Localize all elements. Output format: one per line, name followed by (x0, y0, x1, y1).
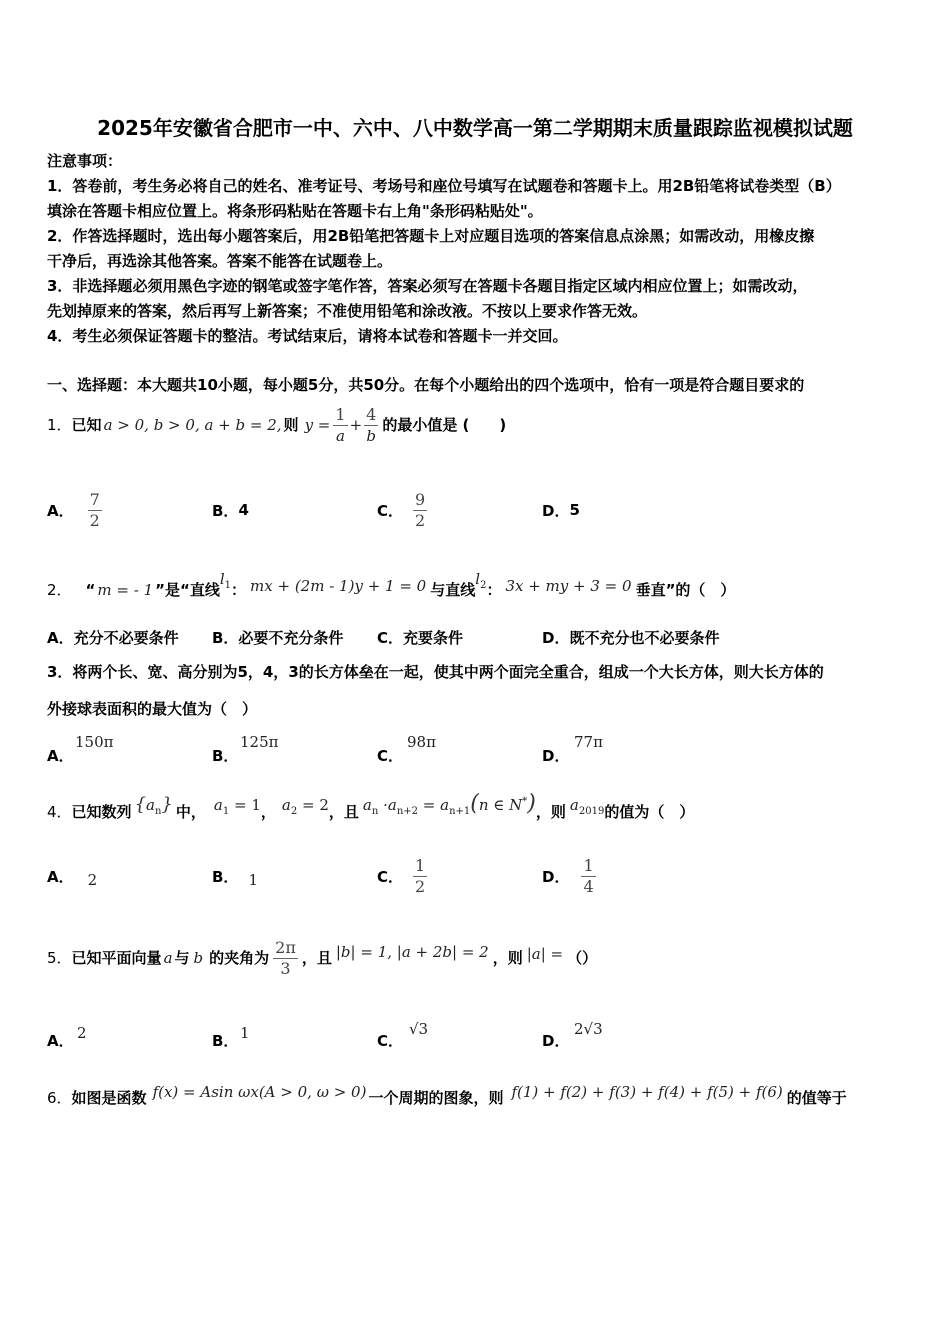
q5-target: |a| = (526, 944, 564, 963)
question-number: 5． (47, 948, 72, 967)
q4-pre: 已知数列 (71, 802, 132, 821)
option-b[interactable]: B． 1 (212, 867, 258, 889)
notice-line: 1．答卷前，考生务必将自己的姓名、准考证号、考场号和座位号填写在试题卷和答题卡上。用2B铅笔将试卷类型（B） (47, 177, 841, 195)
question-number: 6． (47, 1088, 72, 1107)
exam-page: 2025年安徽省合肥市一中、六中、八中数学高一第二学期期末质量跟踪监视模拟试题 注意事项： 1．答卷前，考生务必将自己的姓名、准考证号、考场号和座位号填写在试题卷和答题卡上。用2B铅笔将试卷类型（B） 填涂在答题卡相应位置上。将条形码粘贴在答题卡右上角"条形码粘贴处"。 2．作答选择题时，选出每小题答案后，用2B铅笔把答题卡上对应题目选项的答案信息点涂黑；如需改动，用橡皮擦 干净后，再选涂其他答案。答案不能答在试题卷上。 3．非选择题必须用黑色字迹的钢笔或签字笔作答，答案必须写在答题卡各题目指定区域内相应位置上；如需改动， 先划掉原来的答案，然后再写上新答案；不准使用铅笔和涂改液。不按以上要求作答无效。 4．考生必须保证答题卡的整洁。考试结束后，请将本试卷和答题卡一并交回。 一、选择题：本大题共10小题，每小题5分，共50分。在每个小题给出的四个选项中，恰有一项是符合题目要求的 1． 已知 a > 0, b > 0, a + b = 2, 则 y = $\frac{1}{a}$ + $\frac{4}{b}$ 的最小值是 ( ) A． $\frac{7}{2}$ B． 4 C． $\frac{9}{2}$ D． 5 2． “ m = - 1 ” 是“直线 $l_1$ ： mx + (2m - 1)y + 1 = 0 与直线 $l_2$ ： 3x + my + 3 = 0 垂直”的（ ） A．充分不必要条件 B．必要不充分条件 C．充要条件 D．既不充分也不必要条件 3．将两个长、宽、高分别为5，4，3的长方体垒在一起，使其中两个面完全重合，组成一个大长方体，则大长方体的 外接球表面积的最大值为（ ） A． 150π B． 125π C． 98π D． 77π 4． 已知数列 $\{a_n\}$ 中， $a_1 = 1$ ， $a_2 = 2$ ，且 $a_n \cdot a_{n+2} = a_{n+1}(n$ ∈ N*) ，则 $a_{2019}$ 的值为（ ） A． 2 B． 1 C． $\frac{1}{2}$ D． $\frac{1}{4}$ 5． 已知平面向量 a 与 b 的夹角为 $\frac{2\pi}{3}$ ，且 |b| = 1, |a + 2b| = 2 ，则 |a| = （） A． 2 B． 1 C． √3 D． 2√3 6． 如图是函数 f(x) = Asin ωx(A > 0, ω > 0) 一个周期的图象，则 f(1) + f(2) + f(3) + f(4) + f(5) + f(6) 的值等于 (0, 0, 950, 1344)
option-c[interactable]: C． $\frac{9}{2}$ (377, 489, 426, 530)
notice-line: 先划掉原来的答案，然后再写上新答案；不准使用铅笔和涂改液。不按以上要求作答无效。 (47, 302, 648, 320)
q6-function: f(x) = Asin ωx(A > 0, ω > 0) (152, 1082, 367, 1101)
option-c[interactable]: C． $\frac{1}{2}$ (377, 855, 426, 896)
q6-sum: f(1) + f(2) + f(3) + f(4) + f(5) + f(6) (511, 1082, 783, 1101)
q4-mid3: ，则 (535, 802, 566, 821)
q6-pre: 如图是函数 (71, 1088, 147, 1107)
q1-then: 则 (283, 415, 299, 434)
notice-line: 干净后，再选涂其他答案。答案不能答在试题卷上。 (47, 252, 393, 270)
q2-mid2: 与直线 (430, 580, 476, 599)
q2-quote-close: ” (155, 580, 165, 599)
q5-and: 与 (174, 948, 190, 967)
q4-mid2: ，且 (328, 802, 359, 821)
q2-line2-equation: 3x + my + 3 = 0 (505, 576, 632, 595)
notice-line: 4．考生必须保证答题卡的整洁。考试结束后，请将本试卷和答题卡一并交回。 (47, 327, 568, 345)
option-c[interactable]: C．充要条件 (377, 629, 464, 647)
q5-condition: |b| = 1, |a + 2b| = 2 (335, 942, 489, 961)
q6-post: 的值等于 (786, 1088, 847, 1107)
option-a[interactable]: A． $\frac{7}{2}$ (47, 489, 100, 530)
question-2: 2． “ m = - 1 ” 是“直线 $l_1$ ： mx + (2m - 1)y + 1 = 0 与直线 $l_2$ ： 3x + my + 3 = 0 垂直”的（ ） (47, 572, 735, 608)
option-b[interactable]: B． 4 (212, 501, 249, 520)
q2-post: 垂直”的（ ） (635, 580, 736, 599)
notice-line: 填涂在答题卡相应位置上。将条形码粘贴在答题卡右上角"条形码粘贴处"。 (47, 202, 543, 220)
q4-post: 的值为（ ） (604, 802, 695, 821)
q2-mid1: 是“直线 (164, 580, 220, 599)
question-6 (47, 1076, 847, 1120)
section-heading: 一、选择题：本大题共10小题，每小题5分，共50分。在每个小题给出的四个选项中，恰有一项是符合题目要求的 (47, 376, 805, 394)
fraction-1-over-a: $\frac{1}{a}$ (335, 404, 346, 445)
option-a[interactable]: A．充分不必要条件 (47, 629, 179, 647)
question-number: 1． (47, 415, 72, 434)
q5-mid2: ，且 (301, 948, 332, 967)
q1-pre: 已知 (71, 415, 102, 434)
option-a[interactable]: A． 2 (47, 867, 98, 889)
notice-line: 2．作答选择题时，选出每小题答案后，用2B铅笔把答题卡上对应题目选项的答案信息点涂黑；如需改动，用橡皮擦 (47, 227, 815, 245)
option-d[interactable]: D． 5 (542, 501, 580, 520)
q2-colon2: ： (486, 580, 502, 599)
q2-colon1: ： (231, 580, 247, 599)
question-number: 4． (47, 802, 72, 821)
q2-quote-open: “ (85, 580, 96, 599)
q5-vector-b: b (193, 948, 204, 967)
question-3-line2: 外接球表面积的最大值为（ ） (47, 700, 258, 718)
question-number: 2． (47, 580, 72, 599)
page-title: 2025年安徽省合肥市一中、六中、八中数学高一第二学期期末质量跟踪监视模拟试题 (97, 116, 853, 140)
q2-line1-equation: mx + (2m - 1)y + 1 = 0 (250, 576, 427, 595)
fraction-4-over-b: $\frac{4}{b}$ (366, 404, 377, 445)
q5-pre: 已知平面向量 (71, 948, 162, 967)
q5-vector-a: a (163, 948, 173, 967)
q6-mid: 一个周期的图象，则 (368, 1088, 504, 1107)
q1-post: 的最小值是 ( ) (382, 415, 507, 434)
question-1 (47, 400, 506, 450)
q5-post: （） (567, 948, 598, 967)
fraction-angle: $\frac{2\pi}{3}$ (275, 937, 296, 978)
option-d[interactable]: D． $\frac{1}{4}$ (542, 855, 594, 896)
question-4: 4． 已知数列 $\{a_n\}$ 中， $a_1 = 1$ ， $a_2 = 2$ ，且 $a_n \cdot a_{n+2} = a_{n+1}(n$ ∈ N*) ，则 $a_{2019}$ 的值为（ ） (47, 790, 694, 834)
question-5 (47, 932, 597, 984)
notice-heading: 注意事项： (47, 152, 123, 170)
q1-y: y = (304, 415, 331, 434)
q5-mid3: ，则 (492, 948, 523, 967)
notice-line: 3．非选择题必须用黑色字迹的钢笔或签字笔作答，答案必须写在答题卡各题目指定区域内相应位置上；如需改动， (47, 277, 808, 295)
option-b[interactable]: B．必要不充分条件 (212, 629, 344, 647)
option-d[interactable]: D．既不充分也不必要条件 (542, 629, 720, 647)
q1-condition: a > 0, b > 0, a + b = 2, (103, 415, 282, 434)
question-3-line1: 3．将两个长、宽、高分别为5，4，3的长方体垒在一起，使其中两个面完全重合，组成一个大长方体，则大长方体的 (47, 663, 824, 681)
q4-mid1: 中， (175, 802, 206, 821)
q5-mid1: 的夹角为 (209, 948, 270, 967)
q4-recurrence: $a_n \cdot a_{n+2} = a_{n+1}(n$ ∈ N*) (362, 790, 536, 817)
q2-condition: m = - 1 (97, 580, 154, 599)
q1-plus: + (349, 415, 363, 434)
